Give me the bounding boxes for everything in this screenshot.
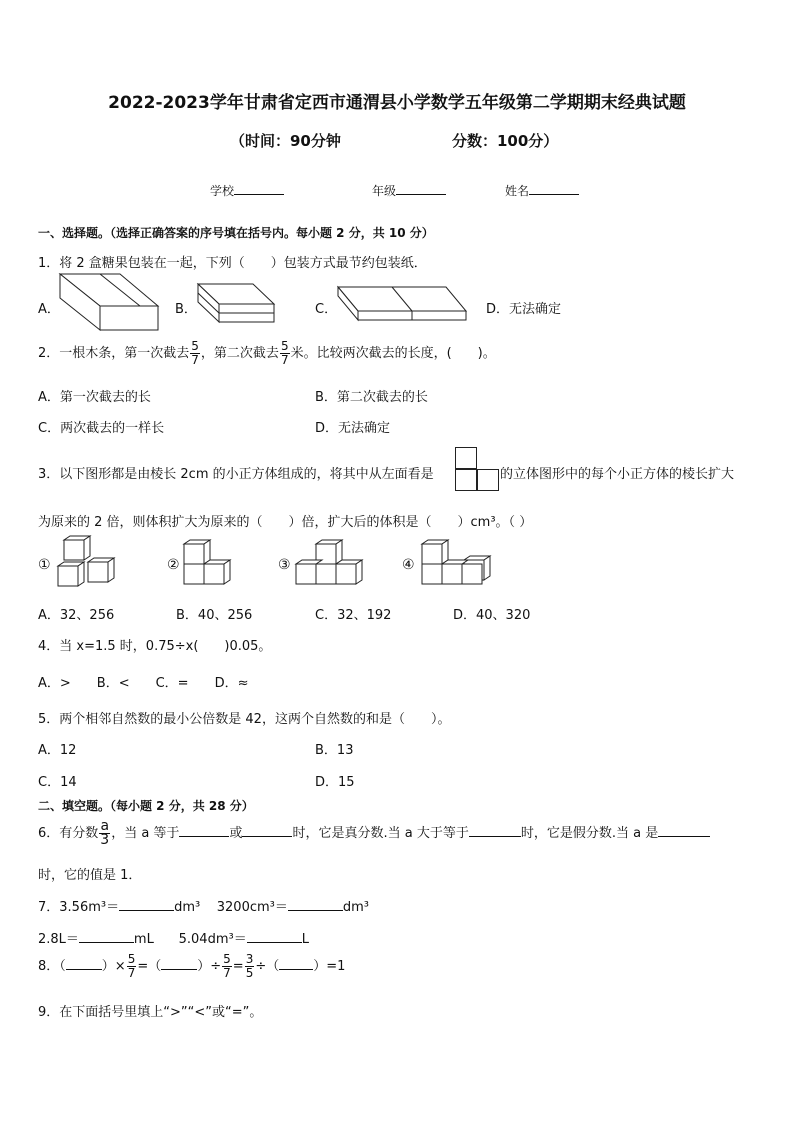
exam-time: （时间：90分钟 — [230, 132, 341, 150]
q7-line2 — [38, 928, 309, 947]
q3-option-b[interactable]: B．40、256 — [176, 608, 253, 623]
section-2-heading: 二、填空题。（每小题 2 分，共 28 分） — [38, 799, 254, 813]
q1-option-d[interactable]: D．无法确定 — [486, 302, 562, 317]
q2-mid: ，第二次截去 — [200, 346, 279, 361]
q5-option-c[interactable]: C．14 — [38, 775, 77, 790]
q5-stem: 5．两个相邻自然数的最小公倍数是 42，这两个自然数的和是（ ）。 — [38, 712, 451, 727]
q8-blank-1[interactable] — [66, 957, 102, 970]
q2-fraction-1 — [190, 340, 200, 367]
q8-p5: = — [232, 959, 244, 974]
q6-blank-1[interactable] — [179, 824, 229, 837]
q2-fraction-1-num: 5 — [191, 339, 199, 353]
q3-figure-4-cubes — [420, 538, 496, 590]
q4-stem: 4．当 x=1.5 时，0.75÷x( )0.05。 — [38, 639, 272, 654]
q8-fraction-1 — [127, 953, 137, 980]
q8-blank-3[interactable] — [279, 957, 313, 970]
q7-blank-2[interactable] — [288, 898, 343, 911]
q8-p7: ）=1 — [313, 959, 346, 974]
q3-post: 的立体图形中的每个小正方体的棱长扩大 — [500, 467, 735, 482]
q7-l2c: 5.04dm³＝ — [178, 932, 247, 947]
school-field[interactable] — [210, 182, 284, 199]
exam-score: 分数：100分） — [452, 132, 559, 150]
q6-line2: 时，它的值是 1． — [38, 868, 142, 883]
q7-l1b: dm³ — [174, 900, 201, 915]
grade-label: 年级 — [372, 184, 397, 198]
q8-fraction-2 — [222, 953, 232, 980]
q7-l1a: 7．3.56m³＝ — [38, 900, 120, 915]
q5-option-a[interactable]: A．12 — [38, 743, 77, 758]
q1-box-a-figure — [60, 274, 160, 334]
q3-option-d[interactable]: D．40、320 — [453, 608, 531, 623]
q8-fraction-1-num: 5 — [127, 952, 136, 966]
q8-fraction-2-den: 7 — [223, 966, 231, 980]
q3-figure-2-label: ② — [167, 557, 180, 573]
q8-fraction-3-num: 3 — [245, 952, 254, 966]
q8-fraction-2-num: 5 — [223, 952, 231, 966]
q7-l2b: mL — [133, 932, 154, 947]
q2-option-c[interactable]: C．两次截去的一样长 — [38, 421, 165, 436]
q8-fraction-3-den: 5 — [245, 966, 254, 980]
q6-fraction-num: a — [100, 818, 110, 834]
q8-p3: =（ — [137, 959, 162, 974]
q3-pre: 3．以下图形都是由棱长 2cm 的小正方体组成的，将其中从左面看是 — [38, 467, 434, 482]
q3-figure-1-cubes — [56, 536, 116, 592]
q8-p2: ）× — [101, 959, 126, 974]
section-1-heading: 一、选择题。（选择正确答案的序号填在括号内。每小题 2 分，共 10 分） — [38, 226, 434, 240]
q9-stem: 9．在下面括号里填上“>”“<”或“=”。 — [38, 1005, 263, 1020]
q6-blank-3[interactable] — [469, 824, 521, 837]
q6-text-4: 时，它是假分数.当 a 是 — [520, 826, 659, 841]
q1-box-b-figure — [198, 284, 278, 326]
q6-pre: 6．有分数 — [38, 826, 99, 841]
q1-stem: 1．将 2 盒糖果包装在一起，下列（ ）包装方式最节约包装纸． — [38, 256, 427, 271]
q8-fraction-3 — [245, 953, 255, 980]
q2-option-d[interactable]: D．无法确定 — [315, 421, 391, 436]
q1-option-a-label[interactable]: A． — [38, 302, 60, 317]
q7-l1d: dm³ — [342, 900, 370, 915]
grade-field[interactable] — [372, 182, 446, 199]
q6-fraction-den: 3 — [100, 832, 110, 848]
q2-fraction-1-den: 7 — [191, 353, 199, 367]
q2-fraction-2 — [280, 340, 290, 367]
q7-l2d: L — [301, 932, 309, 947]
school-label: 学校 — [210, 184, 235, 198]
q1-box-c-figure — [338, 287, 470, 323]
q2-fraction-2-den: 7 — [280, 353, 289, 367]
q4-options[interactable]: A．> B．< C．= D．≈ — [38, 676, 249, 691]
q7-l1c: 3200cm³＝ — [216, 900, 288, 915]
q3-figure-1-label: ① — [38, 557, 51, 573]
name-blank[interactable] — [529, 182, 579, 195]
name-label: 姓名 — [505, 184, 530, 198]
q6-fraction — [99, 820, 110, 847]
page-title: 2022-2023学年甘肃省定西市通渭县小学数学五年级第二学期期末经典试题 — [108, 93, 686, 113]
q3-figure-4-label: ④ — [402, 557, 415, 573]
q2-post: 米。比较两次截去的长度，( )。 — [290, 346, 496, 361]
q7-blank-1[interactable] — [119, 898, 174, 911]
q2-fraction-2-num: 5 — [280, 339, 289, 353]
q7-blank-4[interactable] — [247, 930, 302, 943]
q6-text-2: 或 — [229, 826, 243, 841]
q3-option-a[interactable]: A．32、256 — [38, 608, 115, 623]
q8-p6: ÷（ — [255, 959, 280, 974]
q6-line1 — [38, 820, 710, 847]
q8-p4: ）÷ — [197, 959, 222, 974]
q1-option-b-label[interactable]: B． — [175, 302, 197, 317]
q6-blank-4[interactable] — [658, 824, 710, 837]
name-field[interactable] — [505, 182, 579, 199]
q3-line2: 为原来的 2 倍，则体积扩大为原来的（ ）倍，扩大后的体积是（ ）cm³。（ ） — [38, 515, 533, 530]
q7-l2a: 2.8L＝ — [38, 932, 79, 947]
q2-stem — [38, 340, 496, 367]
q6-text-3: 时，它是真分数.当 a 大于等于 — [292, 826, 469, 841]
q3-option-c[interactable]: C．32、192 — [315, 608, 392, 623]
q7-line1 — [38, 896, 369, 915]
q8-line — [38, 953, 345, 980]
q1-option-c-label[interactable]: C． — [315, 302, 338, 317]
q5-option-d[interactable]: D．15 — [315, 775, 355, 790]
q2-option-a[interactable]: A．第一次截去的长 — [38, 390, 151, 405]
q6-text-1: ，当 a 等于 — [111, 826, 180, 841]
q3-left-view-figure — [455, 447, 499, 493]
q8-blank-2[interactable] — [161, 957, 197, 970]
q6-blank-2[interactable] — [242, 824, 292, 837]
grade-blank[interactable] — [396, 182, 446, 195]
q3-figure-3-label: ③ — [278, 557, 291, 573]
q3-figure-2-cubes — [182, 538, 234, 590]
q7-blank-3[interactable] — [79, 930, 134, 943]
q8-fraction-1-den: 7 — [127, 966, 136, 980]
q2-option-b[interactable]: B．第二次截去的长 — [315, 390, 428, 405]
q5-option-b[interactable]: B．13 — [315, 743, 354, 758]
q2-pre: 2．一根木条，第一次截去 — [38, 346, 190, 361]
q3-figure-3-cubes — [294, 538, 366, 590]
q8-p1: 8．（ — [38, 959, 66, 974]
school-blank[interactable] — [234, 182, 284, 195]
